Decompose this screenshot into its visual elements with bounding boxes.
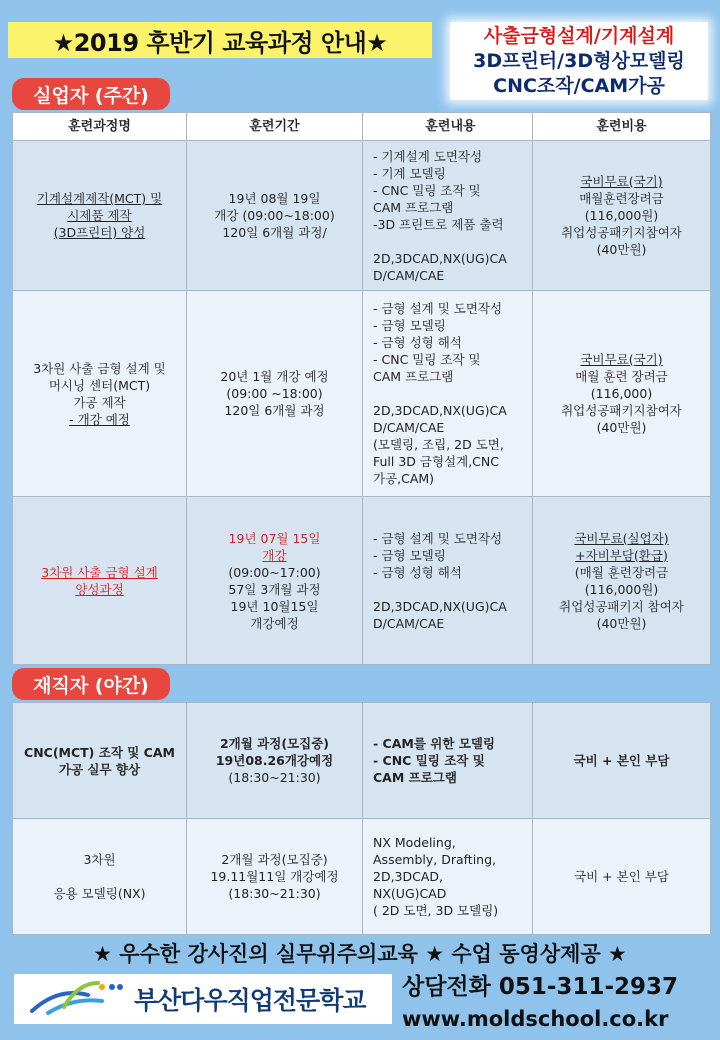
course-name-line bbox=[17, 868, 182, 885]
cost-line: (40만원) bbox=[596, 420, 647, 435]
promo-line: CNC조작/CAM가공 bbox=[493, 74, 665, 97]
content-line: D/CAM/CAE bbox=[373, 615, 445, 631]
content-line: - 금형 모델링 bbox=[373, 547, 446, 563]
course-name-line: (3D프린터) 양성 bbox=[53, 225, 146, 240]
course-name-line: 기계설계제작(MCT) 및 bbox=[36, 191, 163, 206]
course-name-line: CNC(MCT) 조작 및 CAM bbox=[24, 744, 175, 760]
cost-line: 매월훈련장려금 bbox=[579, 191, 664, 206]
course-name-line: 가공 제작 bbox=[73, 394, 126, 410]
period-line: 19년08.26개강예정 bbox=[215, 753, 334, 768]
content-line bbox=[373, 233, 528, 250]
content-line: - CNC 밀링 조작 및 bbox=[373, 753, 485, 768]
phone-number[interactable]: 상담전화 051-311-2937 bbox=[402, 974, 679, 1000]
period-line: 19년 10월15일 bbox=[230, 598, 319, 614]
promo-line: 사출금형설계/기계설계 bbox=[483, 24, 675, 47]
content-line: - 금형 설계 및 도면작성 bbox=[373, 530, 503, 546]
course-name-cell bbox=[13, 497, 187, 665]
content-line: 2D,3DCAD,NX(UG)CA bbox=[373, 250, 507, 266]
cost-line: 매월 훈련 장려금 bbox=[575, 369, 668, 384]
period-line: (09:00 ~18:00) bbox=[226, 386, 323, 401]
content-line: - 금형 성형 해석 bbox=[373, 335, 462, 350]
table-row bbox=[13, 497, 711, 665]
cost-line: 국비 + 본인 부담 bbox=[574, 869, 669, 884]
content-cell bbox=[363, 819, 533, 935]
cost-cell bbox=[533, 497, 711, 665]
tagline: ★ 우수한 강사진의 실무위주의교육 ★ 수업 동영상제공 ★ bbox=[93, 942, 627, 966]
promo-box bbox=[450, 22, 708, 100]
period-line: 개강 (09:00~18:00) bbox=[214, 208, 335, 223]
content-line: NX Modeling, bbox=[373, 835, 456, 850]
cost-line: (116,000원) bbox=[584, 581, 659, 597]
column-header: 훈련기간 bbox=[187, 113, 363, 141]
content-line: ( 2D 도면, 3D 모델링) bbox=[373, 903, 499, 918]
content-line: - 금형 모델링 bbox=[373, 318, 446, 333]
cost-line: +자비부담(환급) bbox=[575, 547, 668, 563]
website-link[interactable]: www.moldschool.co.kr bbox=[402, 1007, 669, 1031]
course-name-cell bbox=[13, 819, 187, 935]
course-name-line: 가공 실무 향상 bbox=[58, 761, 141, 777]
promo-line: 3D프린터/3D형상모델링 bbox=[473, 49, 685, 72]
contact-info bbox=[402, 970, 714, 1034]
content-line: - CNC 밀링 조작 및 bbox=[373, 352, 481, 367]
period-cell bbox=[187, 497, 363, 665]
period-line: 19.11월11일 개강예정 bbox=[210, 869, 339, 884]
period-line: 19년 07월 15일 bbox=[228, 530, 321, 546]
school-name: 부산다우직업전문학교 bbox=[134, 986, 366, 1015]
period-line: 120일 6개월 과정 bbox=[224, 403, 325, 418]
period-line: (18:30~21:30) bbox=[228, 886, 321, 901]
table-row bbox=[13, 703, 711, 819]
course-name-line: 3차원 bbox=[83, 852, 116, 867]
cost-line: 취업성공패키지참여자 bbox=[561, 225, 682, 240]
cost-line: (40만원) bbox=[596, 615, 647, 631]
content-line: - 금형 설계 및 도면작성 bbox=[373, 301, 503, 316]
content-line: - CAM를 위한 모델링 bbox=[373, 736, 495, 751]
content-line: Assembly, Drafting, bbox=[373, 852, 497, 867]
night-course-table bbox=[12, 702, 711, 935]
content-line bbox=[373, 385, 528, 402]
content-line: CAM 프로그램 bbox=[373, 199, 454, 215]
content-line: - CNC 밀링 조작 및 bbox=[373, 182, 481, 198]
period-cell bbox=[187, 703, 363, 819]
content-line: - 기계 모델링 bbox=[373, 165, 446, 181]
period-line: 개강 bbox=[262, 547, 287, 563]
course-name-cell bbox=[13, 141, 187, 291]
section-label-day: 실업자 (주간) bbox=[12, 78, 170, 110]
course-name-line: - 개강 예정 bbox=[69, 411, 130, 427]
content-line: CAM 프로그램 bbox=[373, 770, 457, 785]
column-header: 훈련내용 bbox=[363, 113, 533, 141]
cost-line: (매월 훈련장려금 bbox=[574, 564, 669, 580]
course-name-line: 머시닝 센터(MCT) bbox=[48, 377, 151, 393]
course-name-line: 양성과정 bbox=[75, 581, 124, 597]
cost-line: (40만원) bbox=[596, 242, 647, 257]
content-line: CAM 프로그램 bbox=[373, 369, 454, 384]
table-row bbox=[13, 291, 711, 497]
course-name-line: 3차원 사출 금형 설계 및 bbox=[33, 360, 166, 376]
cost-line: (116,000원) bbox=[584, 208, 659, 223]
cost-line: 국비무료(실업자) bbox=[574, 530, 669, 546]
cost-cell bbox=[533, 141, 711, 291]
cost-line: 취업성공패키지 참여자 bbox=[559, 598, 684, 614]
content-line: 2D,3DCAD,NX(UG)CA bbox=[373, 403, 507, 418]
content-line: 2D,3DCAD,NX(UG)CA bbox=[373, 598, 507, 614]
period-line: 57일 3개월 과정 bbox=[228, 581, 321, 597]
table-row bbox=[13, 141, 711, 291]
content-cell bbox=[363, 497, 533, 665]
course-name-line: 3차원 사출 금형 설계 bbox=[41, 564, 158, 580]
logo-swoosh-icon bbox=[28, 977, 124, 1021]
period-line: 개강예정 bbox=[250, 615, 299, 631]
cost-line: 국비무료(국기) bbox=[580, 174, 663, 189]
course-name-line: 응용 모델링(NX) bbox=[53, 886, 146, 901]
content-line: (모델링, 조립, 2D 도면, bbox=[373, 437, 504, 452]
column-header: 훈련과정명 bbox=[13, 113, 187, 141]
content-line: NX(UG)CAD bbox=[373, 886, 447, 901]
content-line: -3D 프린트로 제품 출력 bbox=[373, 216, 504, 232]
content-line: Full 3D 금형설계,CNC bbox=[373, 454, 499, 469]
period-cell bbox=[187, 819, 363, 935]
period-line: 20년 1월 개강 예정 bbox=[220, 369, 329, 384]
period-cell bbox=[187, 141, 363, 291]
period-line: 19년 08월 19일 bbox=[228, 191, 321, 206]
page-title: ★2019 후반기 교육과정 안내★ bbox=[8, 22, 432, 58]
cost-cell bbox=[533, 819, 711, 935]
content-line: - 기계설계 도면작성 bbox=[373, 148, 483, 164]
content-cell bbox=[363, 291, 533, 497]
content-line: - 금형 성형 해석 bbox=[373, 564, 462, 580]
period-line: 120일 6개월 과정/ bbox=[222, 225, 327, 240]
period-line: 2개월 과정(모집중) bbox=[219, 736, 329, 751]
content-cell bbox=[363, 141, 533, 291]
content-line: 2D,3DCAD, bbox=[373, 869, 444, 884]
cost-cell bbox=[533, 291, 711, 497]
cost-line: 취업성공패키지참여자 bbox=[561, 403, 682, 418]
period-line: (09:00~17:00) bbox=[228, 564, 321, 580]
period-cell bbox=[187, 291, 363, 497]
column-header: 훈련비용 bbox=[533, 113, 711, 141]
day-course-table bbox=[12, 112, 711, 665]
content-line: D/CAM/CAE bbox=[373, 267, 445, 283]
content-line: 가공,CAM) bbox=[373, 471, 435, 486]
content-line: D/CAM/CAE bbox=[373, 420, 445, 435]
cost-line: 국비 + 본인 부담 bbox=[573, 753, 670, 768]
period-line: 2개월 과정(모집중) bbox=[221, 852, 328, 867]
school-logo[interactable] bbox=[14, 974, 392, 1024]
content-cell bbox=[363, 703, 533, 819]
cost-line: 국비무료(국기) bbox=[580, 352, 663, 367]
period-line: (18:30~21:30) bbox=[228, 770, 321, 785]
content-line bbox=[373, 581, 528, 598]
course-name-line: 시제품 제작 bbox=[67, 208, 132, 223]
course-name-cell bbox=[13, 291, 187, 497]
table-row bbox=[13, 819, 711, 935]
cost-cell bbox=[533, 703, 711, 819]
section-label-night: 재직자 (야간) bbox=[12, 668, 170, 700]
cost-line: (116,000) bbox=[590, 386, 653, 401]
course-name-cell bbox=[13, 703, 187, 819]
